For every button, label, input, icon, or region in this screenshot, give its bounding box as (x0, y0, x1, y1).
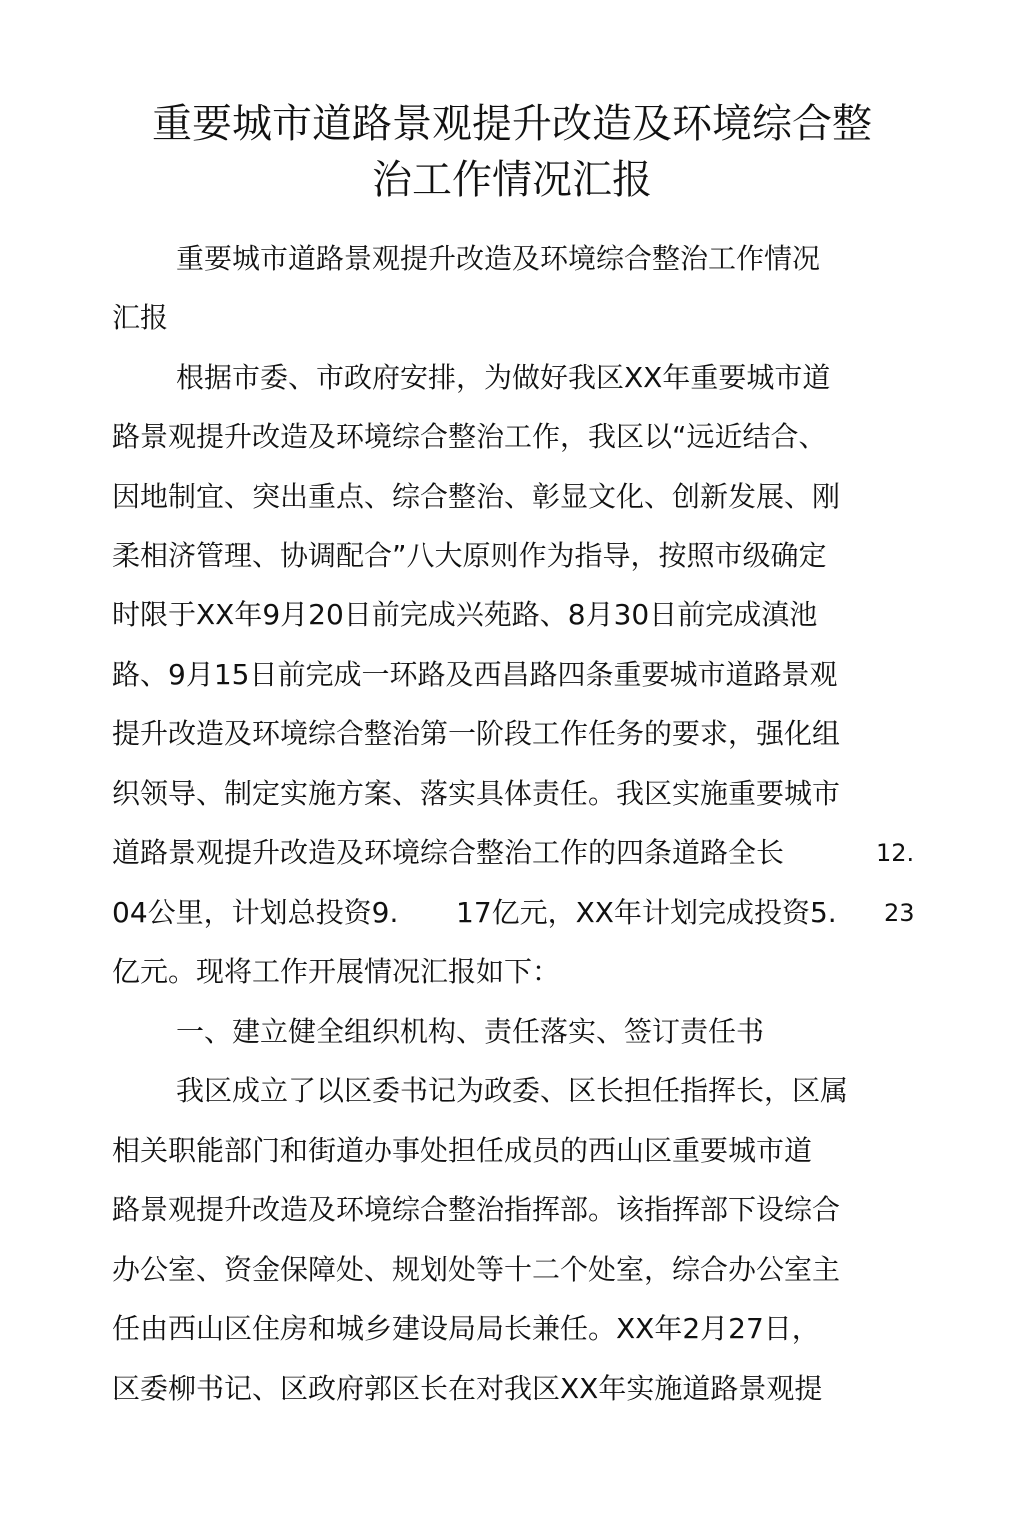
paragraph-1-line-4: 柔相济管理、协调配合”八大原则作为指导，按照市级确定 (112, 539, 827, 572)
subtitle-line-1: 重要城市道路景观提升改造及环境综合整治工作情况 (176, 242, 821, 275)
paragraph-2-line-6: 区委柳书记、区政府郭区长在对我区XX年实施道路景观提 (112, 1372, 823, 1405)
paragraph-2-line-4: 办公室、资金保障处、规划处等十二个处室，综合办公室主 (112, 1253, 841, 1286)
paragraph-1-line-11: 亿元。现将工作开展情况汇报如下： (112, 955, 561, 988)
paragraph-1-line-1: 根据市委、市政府安排，为做好我区XX年重要城市道 (176, 361, 831, 394)
paragraph-1-line-5: 时限于XX年9月20日前完成兴苑路、8月30日前完成滇池 (112, 598, 818, 631)
document-title-line-2: 治工作情况汇报 (372, 157, 652, 203)
paragraph-1-line-10-middle: 17亿元，XX年计划完成投资5. (456, 896, 837, 929)
section-heading-1: 一、建立健全组织机构、责任落实、签订责任书 (176, 1015, 765, 1048)
paragraph-1-line-6: 路、9月15日前完成一环路及西昌路四条重要城市道路景观 (112, 658, 838, 691)
paragraph-1-line-10-start: 04公里，计划总投资9. (112, 896, 399, 929)
paragraph-1-line-2: 路景观提升改造及环境综合整治工作，我区以“远近结合、 (112, 420, 827, 453)
paragraph-2-line-5: 任由西山区住房和城乡建设局局长兼任。XX年2月27日， (112, 1312, 820, 1345)
paragraph-2-line-2: 相关职能部门和街道办事处担任成员的西山区重要城市道 (112, 1134, 813, 1167)
paragraph-1-line-3: 因地制宜、突出重点、综合整治、彰显文化、创新发展、刚 (112, 480, 841, 513)
paragraph-2-line-3: 路景观提升改造及环境综合整治指挥部。该指挥部下设综合 (112, 1193, 841, 1226)
document-title-line-1: 重要城市道路景观提升改造及环境综合整 (152, 101, 872, 147)
paragraph-1-line-8: 织领导、制定实施方案、落实具体责任。我区实施重要城市 (112, 777, 841, 810)
paragraph-1-line-7: 提升改造及环境综合整治第一阶段工作任务的要求，强化组 (112, 717, 841, 750)
paragraph-1-line-10-end: 23 (884, 899, 915, 927)
paragraph-2-line-1: 我区成立了以区委书记为政委、区长担任指挥长，区属 (176, 1074, 849, 1107)
paragraph-1-line-9: 道路景观提升改造及环境综合整治工作的四条道路全长 (112, 836, 785, 869)
paragraph-1-number-fragment: 12. (876, 839, 915, 867)
subtitle-line-2: 汇报 (112, 301, 169, 334)
